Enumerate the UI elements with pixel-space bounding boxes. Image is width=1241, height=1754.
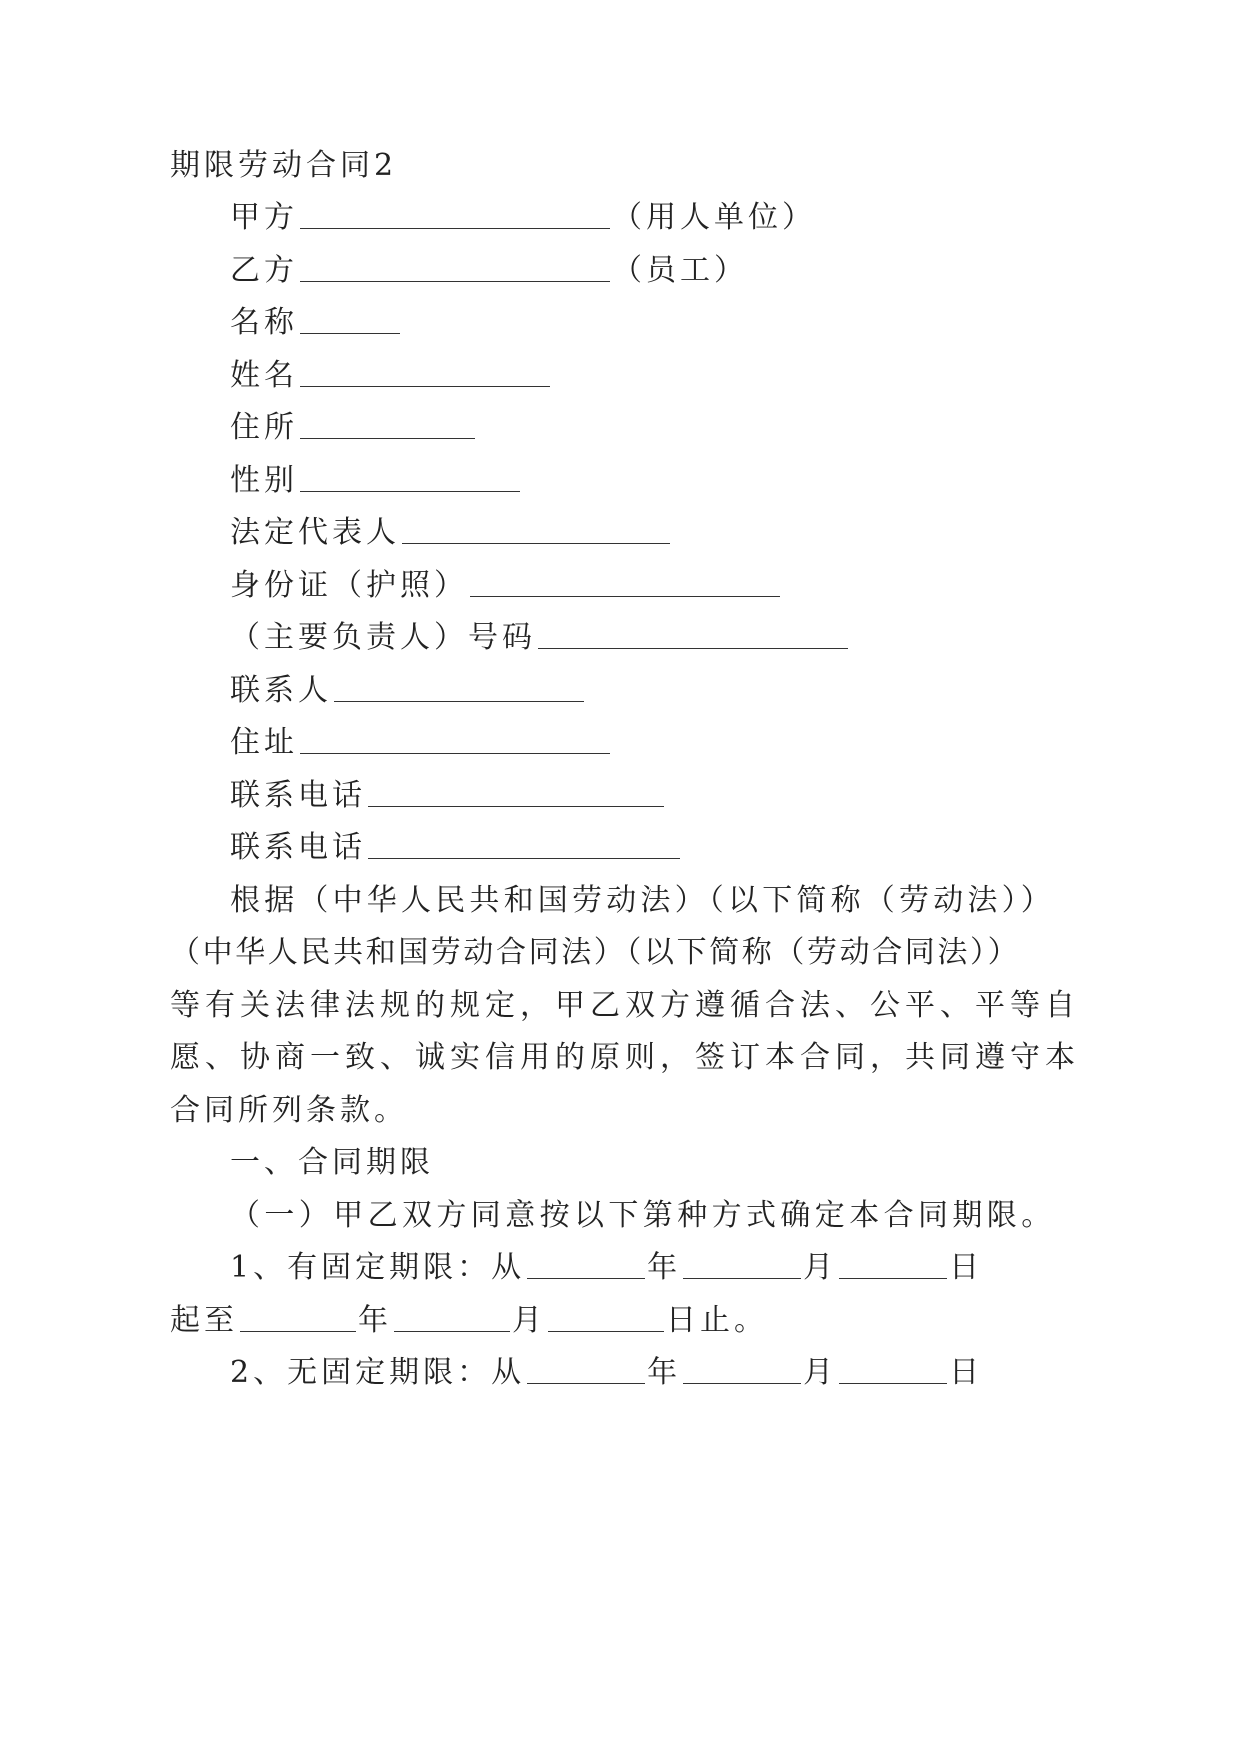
head-number-label: （主要负责人）号码 [230,620,536,655]
address-label: 住址 [230,725,298,760]
party-b-blank[interactable] [300,251,610,282]
fixed-until-prefix: 起至 [170,1303,238,1338]
residence-label: 住所 [230,410,298,445]
legal-rep-blank[interactable] [402,513,670,544]
name-field [230,303,402,343]
head-number-blank[interactable] [538,618,848,649]
preamble-line-2: （中华人民共和国劳动合同法）（以下简称（劳动合同法）） [170,935,1021,970]
id-card-label: 身份证（护照） [230,568,468,603]
phone-field-2 [230,828,682,868]
preamble-line-5: 合同所列条款。 [170,1093,408,1128]
open-start-month-blank[interactable] [683,1353,801,1384]
contact-person-blank[interactable] [334,671,584,702]
name-blank[interactable] [300,303,400,334]
section-1-heading: 一、合同期限 [230,1145,434,1180]
phone-label-1: 联系电话 [230,778,366,813]
party-a-label: 甲方 [230,200,298,235]
head-number-field [230,618,850,658]
open-term-prefix: 2、无固定期限：从 [230,1355,526,1390]
phone-field-1 [230,776,666,816]
gender-field [230,461,522,501]
fixed-end-month-label: 月 [512,1303,546,1338]
party-a-suffix: （用人单位） [612,200,816,235]
open-start-day-label: 日 [949,1355,984,1390]
address-field [230,723,612,763]
contact-person-label: 联系人 [230,673,332,708]
fixed-start-month-blank[interactable] [683,1248,801,1279]
address-blank[interactable] [300,723,610,754]
fixed-term-line-2 [170,1301,768,1341]
gender-blank[interactable] [300,461,520,492]
party-b-line [230,251,748,291]
id-card-field [230,566,782,606]
section-1-sub-1: （一）甲乙双方同意按以下第种方式确定本合同期限。 [230,1198,1056,1233]
preamble-line-4: 愿、协商一致、诚实信用的原则，签订本合同，共同遵守本 [170,1040,1080,1075]
name-label: 名称 [230,305,298,340]
legal-rep-label: 法定代表人 [230,515,400,550]
fixed-term-prefix: 1、有固定期限：从 [230,1250,526,1285]
legal-rep-field [230,513,672,553]
residence-field [230,408,477,448]
fixed-end-year-blank[interactable] [240,1301,356,1332]
party-a-line [230,198,816,238]
full-name-field [230,356,552,396]
fixed-end-month-blank[interactable] [394,1301,510,1332]
phone-blank-1[interactable] [368,776,664,807]
open-start-year-label: 年 [647,1355,682,1390]
open-start-month-label: 月 [803,1355,838,1390]
residence-blank[interactable] [300,408,475,439]
preamble-line-3: 等有关法律法规的规定，甲乙双方遵循合法、公平、平等自 [170,988,1080,1023]
fixed-start-day-label: 日 [949,1250,984,1285]
open-start-day-blank[interactable] [839,1353,947,1384]
preamble-line-1: 根据（中华人民共和国劳动法）（以下简称（劳动法）） [230,883,1055,918]
fixed-start-day-blank[interactable] [839,1248,947,1279]
open-start-year-blank[interactable] [527,1353,645,1384]
full-name-blank[interactable] [300,356,550,387]
fixed-start-year-blank[interactable] [527,1248,645,1279]
party-b-suffix: （员工） [612,253,748,288]
gender-label: 性别 [230,463,298,498]
phone-blank-2[interactable] [368,828,680,859]
fixed-start-year-label: 年 [647,1250,682,1285]
party-b-label: 乙方 [230,253,298,288]
fixed-end-suffix: 日止。 [666,1303,768,1338]
id-card-blank[interactable] [470,566,780,597]
fixed-start-month-label: 月 [803,1250,838,1285]
contact-person-field [230,671,586,711]
fixed-end-day-blank[interactable] [548,1301,664,1332]
fixed-end-year-label: 年 [358,1303,392,1338]
document-title: 期限劳动合同2 [170,148,398,183]
phone-label-2: 联系电话 [230,830,366,865]
fixed-term-line-1 [230,1248,983,1288]
open-term-line [230,1353,983,1393]
party-a-blank[interactable] [300,198,610,229]
full-name-label: 姓名 [230,358,298,393]
